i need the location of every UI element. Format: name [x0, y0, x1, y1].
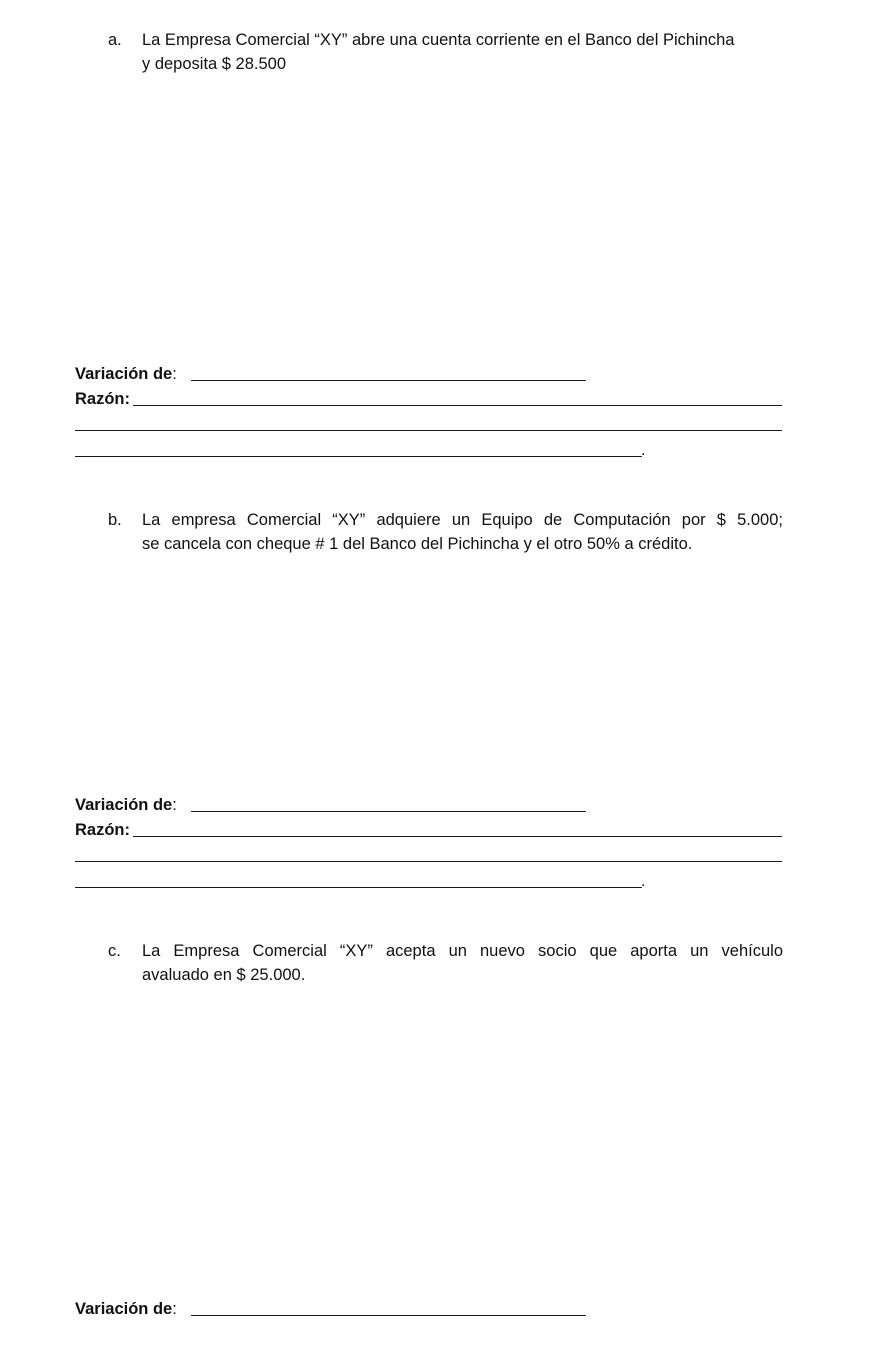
item-b-marker: b. [108, 511, 122, 529]
item-a-razon-label: Razón: [75, 390, 130, 408]
item-b-razon-answer-line-1[interactable] [133, 836, 782, 837]
item-a-question [142, 28, 783, 76]
item-c-line2: avaluado en $ 25.000. [142, 966, 306, 984]
item-b-razon-answer-line-2[interactable] [75, 861, 782, 862]
item-c-variacion-answer-line[interactable] [191, 1315, 586, 1316]
item-a-razon-answer-line-1[interactable] [133, 405, 782, 406]
item-b-line1: La empresa Comercial “XY” adquiere un Equipo de Computación por $ 5.000; [142, 511, 783, 529]
item-b-line2: se cancela con cheque # 1 del Banco del Pichincha y el otro 50% a crédito. [142, 535, 693, 553]
item-b-variacion-answer-line[interactable] [191, 811, 586, 812]
item-c-line1: La Empresa Comercial “XY” acepta un nuevo socio que aporta un vehículo [142, 942, 783, 960]
item-a-variacion-label: Variación de: [75, 365, 177, 383]
item-c-marker: c. [108, 942, 121, 960]
item-a-marker: a. [108, 31, 122, 49]
item-a-line2: y deposita $ 28.500 [142, 55, 287, 73]
item-a-razon-answer-line-2[interactable] [75, 430, 782, 431]
item-a-line1: La Empresa Comercial “XY” abre una cuenta corriente en el Banco del Pichincha [142, 31, 735, 49]
item-c-variacion-label: Variación de: [75, 1300, 177, 1318]
item-c-question [142, 939, 783, 987]
item-b-variacion-label: Variación de: [75, 796, 177, 814]
item-a-razon-answer-line-3[interactable] [75, 456, 642, 457]
item-a-period: . [641, 442, 646, 459]
item-b-razon-answer-line-3[interactable] [75, 887, 642, 888]
item-b-question [142, 508, 783, 556]
item-a-variacion-answer-line[interactable] [191, 380, 586, 381]
item-b-razon-label: Razón: [75, 821, 130, 839]
item-b-period: . [641, 873, 646, 890]
